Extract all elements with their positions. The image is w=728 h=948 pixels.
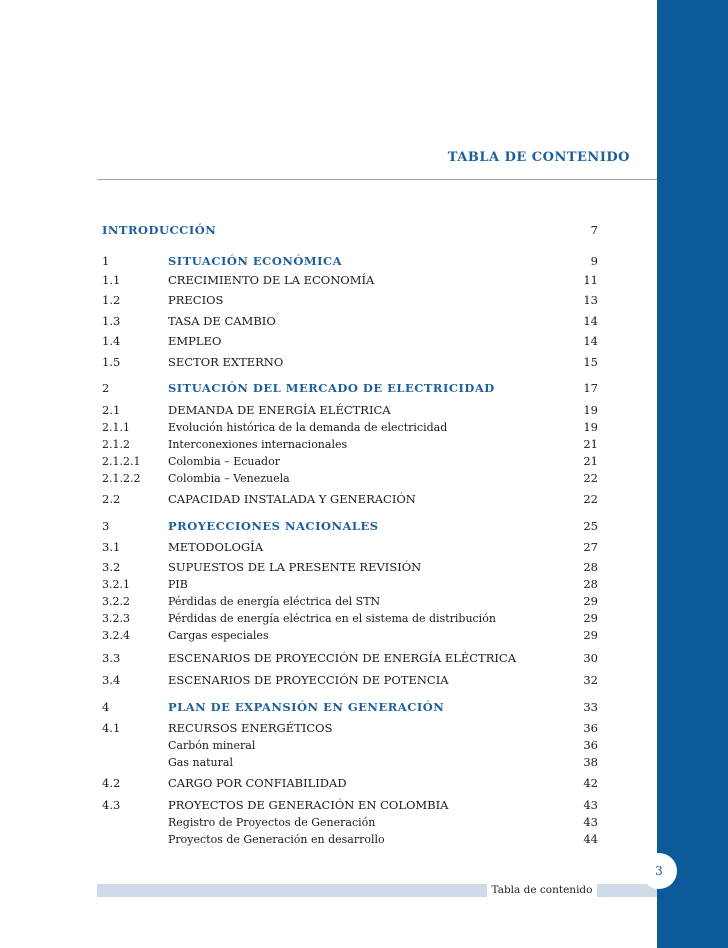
toc-entry[interactable] [0, 380, 700, 397]
toc-entry[interactable] [0, 559, 700, 576]
toc-entry-number: 3.2.2 [102, 595, 130, 608]
toc-entry[interactable] [0, 610, 700, 627]
toc-entry[interactable] [0, 253, 700, 270]
toc-entry-title: SUPUESTOS DE LA PRESENTE REVISIÓN [168, 560, 422, 574]
toc-entry-page: 14 [583, 314, 598, 328]
toc-entry[interactable] [0, 627, 700, 644]
toc-entry[interactable] [0, 699, 700, 716]
toc-entry-title: Carbón mineral [168, 739, 256, 752]
toc-entry-number: 3.4 [102, 673, 121, 687]
toc-entry-title: METODOLOGÍA [168, 540, 264, 554]
toc-entry-page: 29 [583, 611, 598, 625]
toc-entry-title: Pérdidas de energía eléctrica del STN [168, 595, 381, 608]
toc-entry[interactable] [0, 775, 700, 792]
toc-entry-title: PROYECCIONES NACIONALES [168, 519, 379, 533]
page-number: 3 [641, 853, 677, 889]
toc-entry-title: Evolución histórica de la demanda de electricidad [168, 421, 448, 434]
toc-entry[interactable] [0, 672, 700, 689]
toc-entry-title: PIB [168, 578, 188, 591]
toc-entry[interactable] [0, 814, 700, 831]
toc-entry-number: 3 [102, 519, 110, 533]
toc-entry-title: Cargas especiales [168, 629, 269, 642]
toc-entry-title: SITUACIÓN ECONÓMICA [168, 254, 343, 268]
toc-entry[interactable] [0, 539, 700, 556]
toc-entry-page: 15 [583, 355, 598, 369]
toc-entry-title: ESCENARIOS DE PROYECCIÓN DE ENERGÍA ELÉCTRICA [168, 651, 517, 665]
toc-entry-page: 19 [583, 420, 598, 434]
toc-entry-title: CARGO POR CONFIABILIDAD [168, 776, 347, 790]
toc-entry-title: TASA DE CAMBIO [168, 314, 276, 328]
toc-entry-title: Colombia – Venezuela [168, 472, 290, 485]
toc-entry-title: INTRODUCCIÓN [102, 223, 217, 237]
toc-entry-title: RECURSOS ENERGÉTICOS [168, 721, 333, 735]
toc-entry-title: SITUACIÓN DEL MERCADO DE ELECTRICIDAD [168, 381, 495, 395]
toc-entry[interactable] [0, 593, 700, 610]
toc-entry-title: Gas natural [168, 756, 233, 769]
toc-entry-number: 2.1.2 [102, 438, 130, 451]
toc-entry[interactable] [0, 222, 700, 239]
toc-entry-title: Registro de Proyectos de Generación [168, 816, 376, 829]
toc-entry-number: 1.3 [102, 314, 121, 328]
toc-entry-page: 42 [583, 776, 598, 790]
toc-entry-page: 29 [583, 628, 598, 642]
toc-entry[interactable] [0, 354, 700, 371]
toc-entry-title: Pérdidas de energía eléctrica en el sistema de distribución [168, 612, 496, 625]
toc-entry-title: DEMANDA DE ENERGÍA ELÉCTRICA [168, 403, 391, 417]
toc-entry-page: 19 [583, 403, 598, 417]
title-divider [97, 179, 657, 180]
toc-entry[interactable] [0, 436, 700, 453]
toc-entry[interactable] [0, 272, 700, 289]
toc-entry-page: 17 [583, 381, 598, 395]
toc-entry-number: 4 [102, 700, 110, 714]
toc-entry-page: 29 [583, 594, 598, 608]
toc-entry[interactable] [0, 313, 700, 330]
toc-entry-number: 3.2 [102, 560, 121, 574]
toc-entry[interactable] [0, 754, 700, 771]
toc-entry[interactable] [0, 292, 700, 309]
toc-entry-number: 2.1.2.1 [102, 455, 141, 468]
toc-entry-number: 3.2.4 [102, 629, 130, 642]
toc-entry-number: 4.3 [102, 798, 121, 812]
toc-entry-page: 21 [583, 454, 598, 468]
toc-entry-page: 13 [583, 293, 598, 307]
toc-entry-title: PRECIOS [168, 293, 224, 307]
toc-entry-title: SECTOR EXTERNO [168, 355, 284, 369]
toc-entry-page: 11 [583, 273, 598, 287]
toc-entry-page: 43 [583, 815, 598, 829]
toc-entry-page: 25 [583, 519, 598, 533]
toc-entry-page: 28 [583, 560, 598, 574]
toc-entry-number: 1 [102, 254, 110, 268]
toc-entry-page: 27 [583, 540, 598, 554]
toc-entry[interactable] [0, 737, 700, 754]
footer-label: Tabla de contenido [487, 880, 597, 900]
toc-entry[interactable] [0, 470, 700, 487]
toc-entry-page: 36 [583, 738, 598, 752]
toc-entry-page: 33 [583, 700, 598, 714]
toc-entry-number: 4.1 [102, 721, 121, 735]
toc-entry[interactable] [0, 518, 700, 535]
toc-entry-number: 3.3 [102, 651, 121, 665]
toc-entry-page: 32 [583, 673, 598, 687]
toc-entry-page: 14 [583, 334, 598, 348]
toc-entry-number: 3.2.3 [102, 612, 130, 625]
toc-entry-number: 1.1 [102, 273, 121, 287]
toc-entry[interactable] [0, 419, 700, 436]
toc-entry-title: CRECIMIENTO DE LA ECONOMÍA [168, 273, 375, 287]
toc-entry-page: 28 [583, 577, 598, 591]
toc-entry-number: 3.1 [102, 540, 121, 554]
toc-entry-number: 2.2 [102, 492, 121, 506]
toc-entry-page: 22 [583, 471, 598, 485]
toc-entry-title: EMPLEO [168, 334, 222, 348]
toc-entry[interactable] [0, 650, 700, 667]
toc-entry-number: 2.1.2.2 [102, 472, 141, 485]
toc-entry-number: 2 [102, 381, 110, 395]
toc-entry-page: 44 [583, 832, 598, 846]
toc-entry[interactable] [0, 491, 700, 508]
toc-entry-number: 2.1 [102, 403, 121, 417]
toc-entry[interactable] [0, 453, 700, 470]
toc-entry-number: 2.1.1 [102, 421, 130, 434]
toc-entry-number: 3.2.1 [102, 578, 130, 591]
toc-entry-page: 38 [583, 755, 598, 769]
toc-entry[interactable] [0, 402, 700, 419]
toc-entry-number: 1.5 [102, 355, 121, 369]
toc-entry-title: CAPACIDAD INSTALADA Y GENERACIÓN [168, 492, 416, 506]
toc-entry[interactable] [0, 333, 700, 350]
toc-entry-title: PLAN DE EXPANSIÓN EN GENERACIÓN [168, 700, 445, 714]
page-title: TABLA DE CONTENIDO [447, 150, 630, 165]
toc-entry-page: 30 [583, 651, 598, 665]
toc-entry-page: 21 [583, 437, 598, 451]
toc-entry-page: 22 [583, 492, 598, 506]
toc-entry[interactable] [0, 576, 700, 593]
toc-entry-number: 1.4 [102, 334, 121, 348]
toc-entry-page: 7 [590, 223, 598, 237]
toc-entry-number: 4.2 [102, 776, 121, 790]
toc-entry-title: Interconexiones internacionales [168, 438, 348, 451]
toc-entry[interactable] [0, 831, 700, 848]
toc-entry-page: 43 [583, 798, 598, 812]
toc-entry-title: PROYECTOS DE GENERACIÓN EN COLOMBIA [168, 798, 449, 812]
toc-entry-title: Proyectos de Generación en desarrollo [168, 833, 385, 846]
toc-entry-title: Colombia – Ecuador [168, 455, 280, 468]
toc-entry[interactable] [0, 797, 700, 814]
toc-entry-number: 1.2 [102, 293, 121, 307]
toc-entry[interactable] [0, 720, 700, 737]
toc-entry-page: 36 [583, 721, 598, 735]
toc-entry-page: 9 [590, 254, 598, 268]
toc-entry-title: ESCENARIOS DE PROYECCIÓN DE POTENCIA [168, 673, 449, 687]
